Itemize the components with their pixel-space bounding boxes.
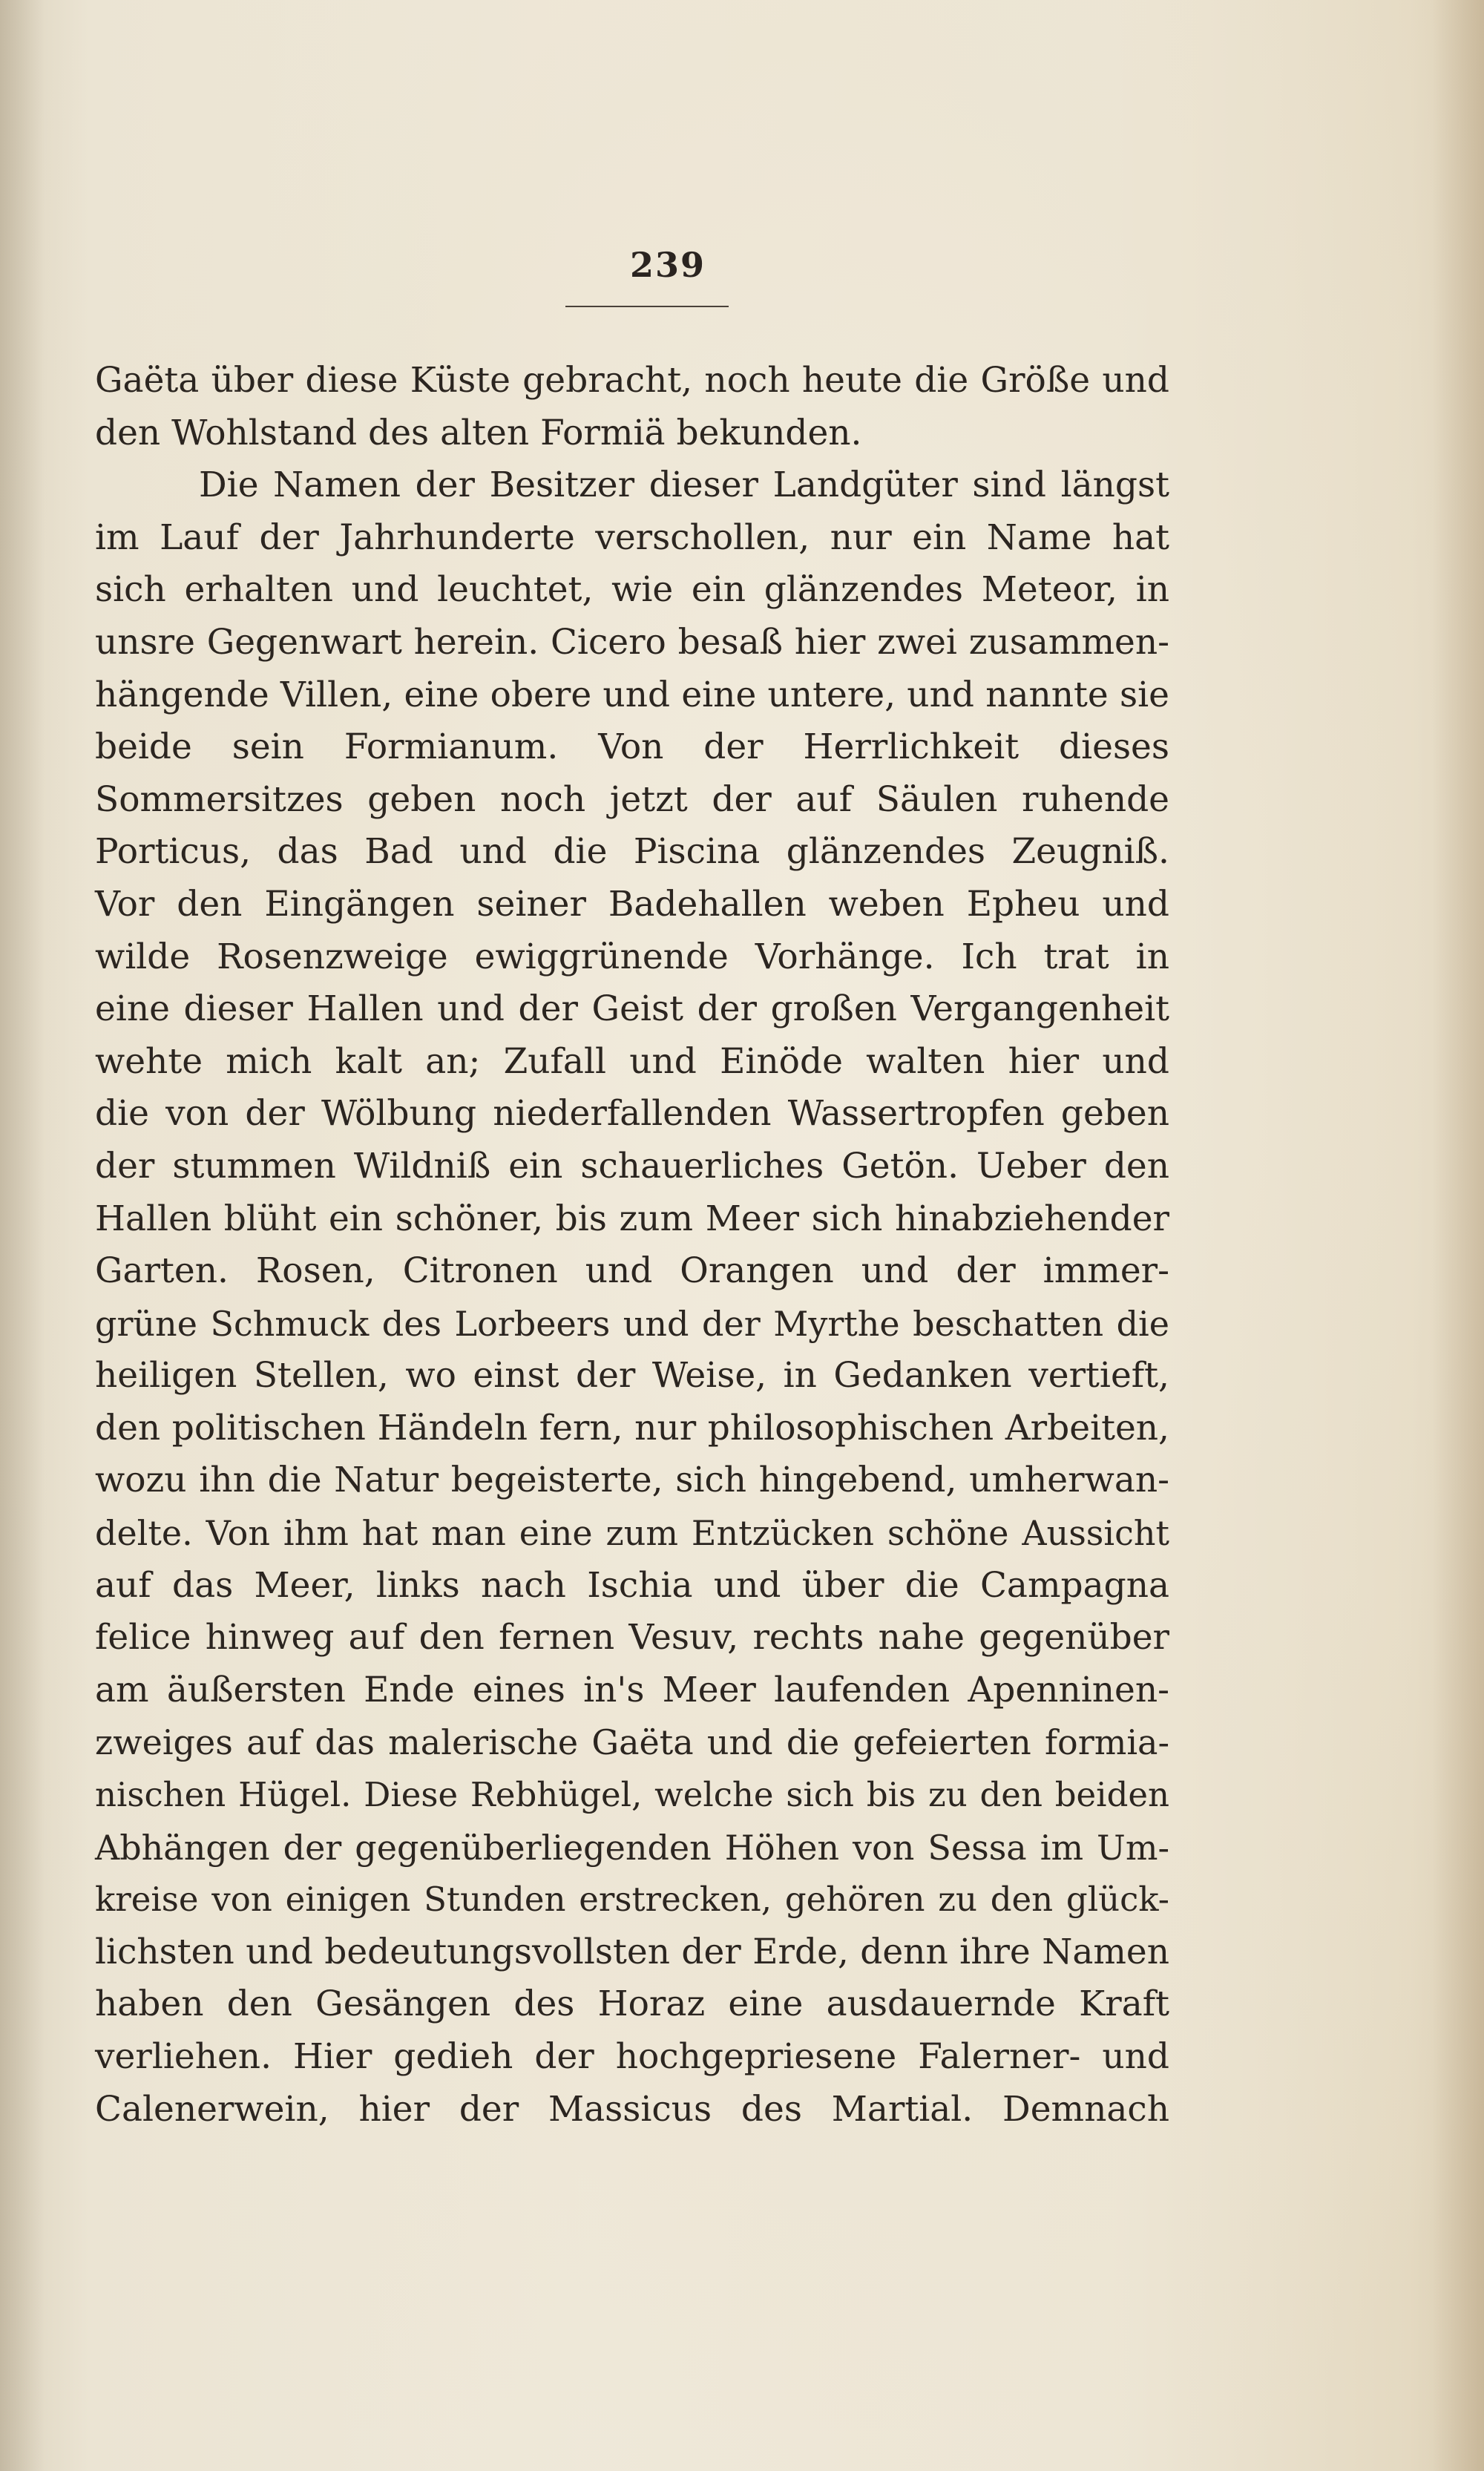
text-line: hängende Villen, eine obere und eine untere, und nannte sie [95,674,1169,715]
text-line: verliehen. Hier gedieh der hochgepriesene Falerner- und [95,2036,1169,2077]
text-line: eine dieser Hallen und der Geist der großen Vergangenheit [95,988,1169,1030]
text-line: Porticus, das Bad und die Piscina glänzendes Zeugniß. [95,831,1169,873]
text-line: Sommersitzes geben noch jetzt der auf Säulen ruhende [95,778,1169,820]
text-line: wilde Rosenzweige ewiggrünende Vorhänge. Ich trat in [95,936,1169,977]
text-line: nischen Hügel. Diese Rebhügel, welche sich bis zu den beiden [95,1775,1169,1815]
text-line: wozu ihn die Natur begeisterte, sich hingebend, umherwan- [95,1460,1169,1501]
text-line: Calenerwein, hier der Massicus des Martial. Demnach [95,2088,1169,2130]
text-line: unsre Gegenwart herein. Cicero besaß hier zwei zusammen- [95,621,1169,663]
text-line: Garten. Rosen, Citronen und Orangen und der immer- [95,1250,1169,1292]
text-line: Hallen blüht ein schöner, bis zum Meer sich hinabziehender [95,1198,1169,1239]
text-line: haben den Gesängen des Horaz eine ausdauernde Kraft [95,1983,1169,2025]
text-line: die von der Wölbung niederfallenden Wassertropfen geben [95,1093,1169,1135]
text-line: auf das Meer, links nach Ischia und über die Campagna [95,1564,1169,1606]
text-line: am äußersten Ende eines in's Meer laufenden Apenninen- [95,1669,1169,1710]
text-line: delte. Von ihm hat man eine zum Entzücken schöne Aussicht [95,1513,1169,1554]
text-line: Abhängen der gegenüberliegenden Höhen von Sessa im Um- [95,1827,1169,1868]
text-line: im Lauf der Jahrhunderte verschollen, nur ein Name hat [95,516,1169,558]
text-line: felice hinweg auf den fernen Vesuv, rechts nahe gegenüber [95,1617,1169,1658]
text-line: der stummen Wildniß ein schauerliches Getön. Ueber den [95,1145,1169,1187]
text-line: beide sein Formianum. Von der Herrlichkeit dieses [95,726,1169,768]
body-text [95,355,1169,2136]
text-line: den politischen Händeln fern, nur philosophischen Arbeiten, [95,1407,1169,1448]
text-line: zweiges auf das malerische Gaëta und die gefeierten formia- [95,1722,1169,1763]
text-line: Gaëta über diese Küste gebracht, noch heute die Größe und [95,360,1169,401]
text-line: grüne Schmuck des Lorbeers und der Myrthe beschatten die [95,1303,1169,1344]
text-line: Die Namen der Besitzer dieser Landgüter sind längst [199,465,1169,506]
page-number: 239 [629,245,706,285]
text-line: wehte mich kalt an; Zufall und Einöde walten hier und [95,1040,1169,1082]
text-line: kreise von einigen Stunden erstrecken, gehören zu den glück- [95,1880,1169,1920]
text-line: den Wohlstand des alten Formiä bekunden. [95,412,862,453]
text-line: Vor den Eingängen seiner Badehallen weben Epheu und [95,883,1169,925]
text-line: heiligen Stellen, wo einst der Weise, in Gedanken vertieft, [95,1355,1169,1397]
text-line: sich erhalten und leuchtet, wie ein glänzendes Meteor, in [95,569,1169,611]
text-line: lichsten und bedeutungsvollsten der Erde, denn ihre Namen [95,1931,1169,1972]
header-rule [565,306,729,307]
